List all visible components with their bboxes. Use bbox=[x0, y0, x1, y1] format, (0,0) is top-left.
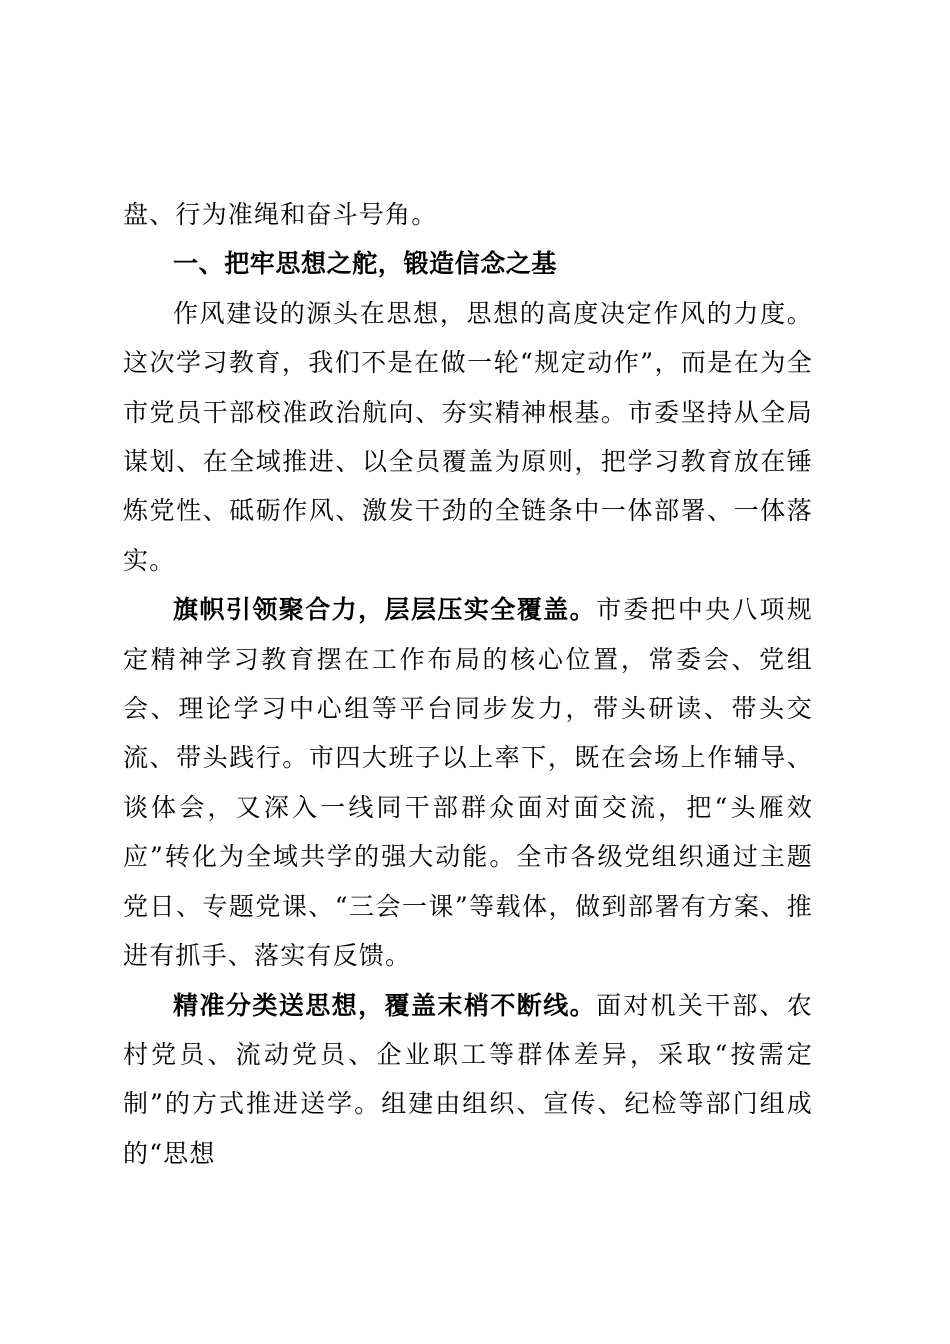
document-body bbox=[123, 190, 813, 1178]
paragraph-intro: 作风建设的源头在思想，思想的高度决定作风的力度。这次学习教育，我们不是在做一轮“规定动作”，而是在为全市党员干部校准政治航向、夯实精神根基。市委坚持从全局谋划、在全域推进、以全员覆盖为原则，把学习教育放在锤炼党性、砥砺作风、激发干劲的全链条中一体部署、一体落实。 bbox=[123, 298, 813, 575]
paragraph-leadership-lead: 旗帜引领聚合力，层层压实全覆盖。 bbox=[173, 595, 597, 625]
paragraph-leadership-body: 市委把中央八项规定精神学习教育摆在工作布局的核心位置，常委会、党组会、理论学习中心组等平台同步发力，带头研读、带头交流、带头践行。市四大班子以上率下，既在会场上作辅导、谈体会，又深入一线同干部群众面对面交流，把“头雁效应”转化为全域共学的强大动能。全市各级党组织通过主题党日、专题党课、“三会一课”等载体，做到部署有方案、推进有抓手、落实有反馈。 bbox=[123, 595, 813, 971]
section-heading: 一、把牢思想之舵，锻造信念之基 bbox=[173, 249, 558, 279]
paragraph-leadership bbox=[123, 585, 813, 980]
paragraph-outreach-lead: 精准分类送思想，覆盖末梢不断线。 bbox=[173, 990, 597, 1020]
paragraph-outreach-body: 面对机关干部、农村党员、流动党员、企业职工等群体差异，采取“按需定制”的方式推进送学。组建由组织、宣传、纪检等部门组成的“思想 bbox=[123, 990, 813, 1168]
paragraph-outreach bbox=[123, 981, 813, 1179]
continuation-line: 盘、行为准绳和奋斗号角。 bbox=[123, 200, 438, 229]
